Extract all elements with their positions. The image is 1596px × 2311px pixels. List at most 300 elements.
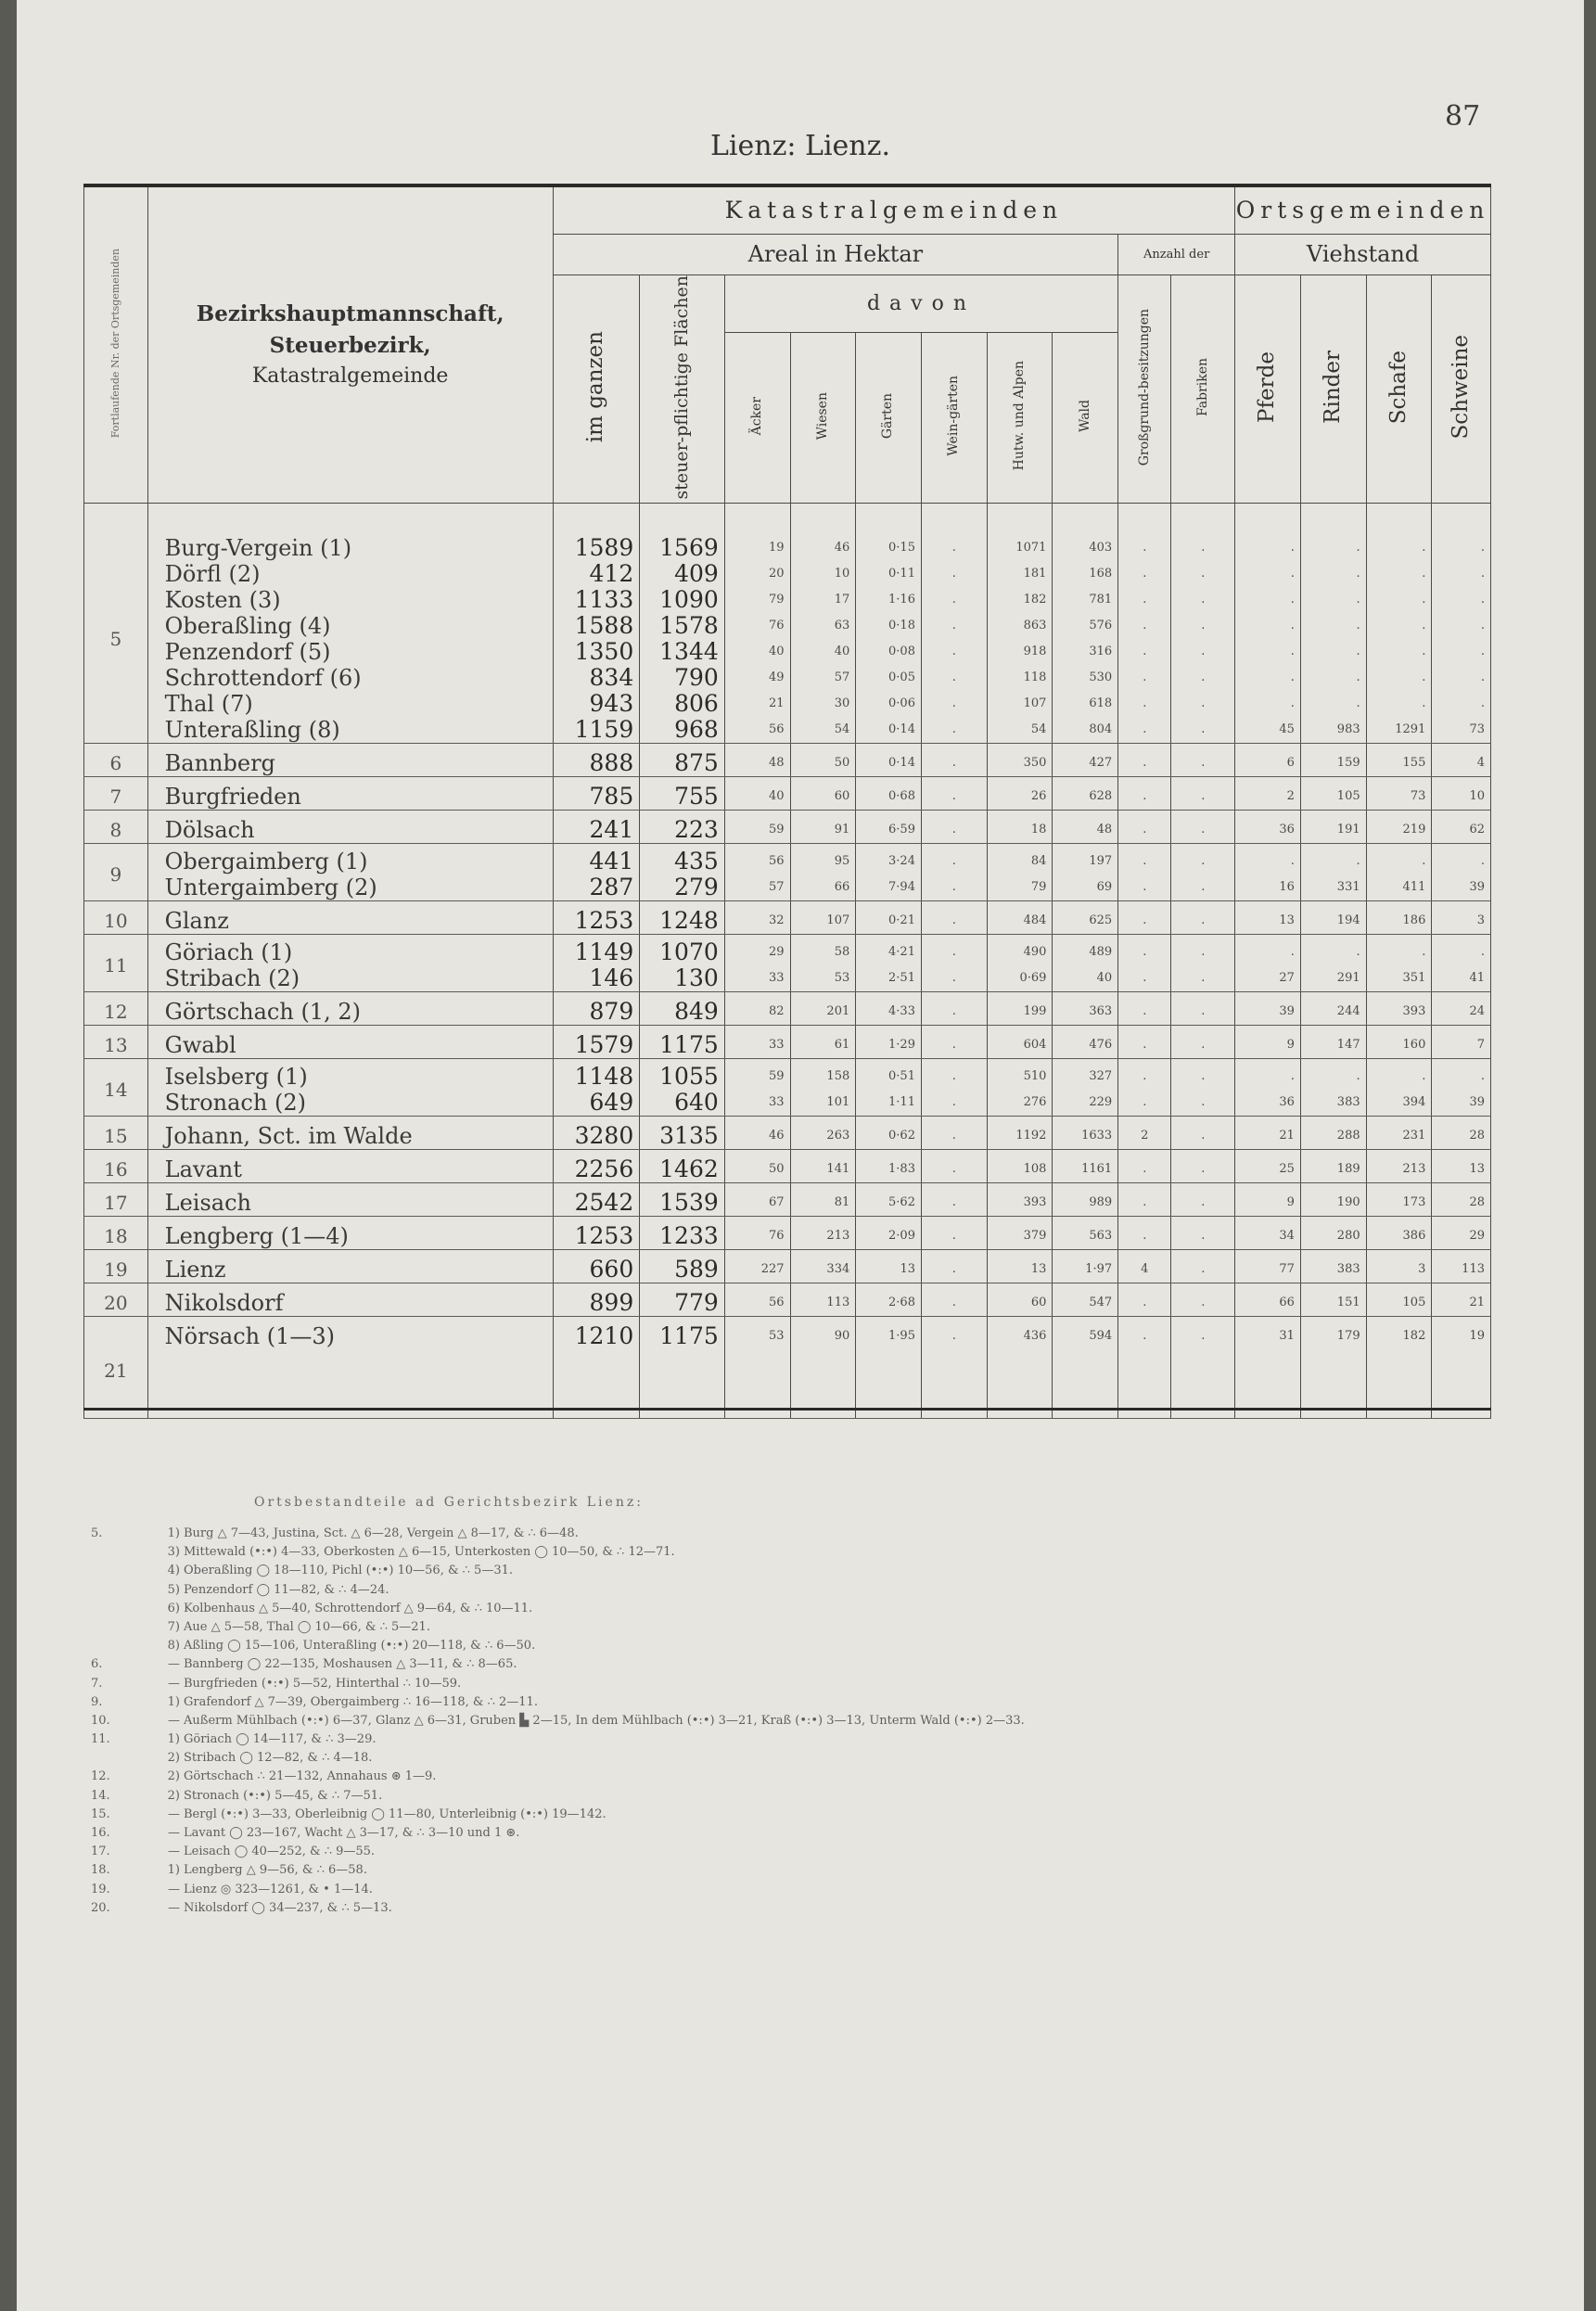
cell-value: 26 [1030, 789, 1047, 804]
ort-text: Lengberg △ 9—56, & ∴ 6—58. [184, 1863, 367, 1878]
cell-value: . [1480, 567, 1485, 581]
cell-value: 113 [1462, 1262, 1485, 1277]
schafe-cell [1366, 811, 1432, 844]
cell-value: 1·29 [888, 1038, 915, 1053]
cell-value: 1578 [659, 612, 719, 640]
cell-value: . [1201, 1195, 1206, 1210]
schweine-cell [1432, 901, 1491, 935]
cell-value: . [1201, 913, 1206, 928]
cell-value: . [951, 645, 956, 659]
cell-value: 57 [768, 880, 785, 895]
ort-text: Lienz ◎ 323—1261, & • 1—14. [184, 1882, 373, 1896]
cell-value: 158 [826, 1069, 850, 1084]
cell-value: 1133 [574, 586, 634, 614]
cell-value: 1253 [574, 1222, 634, 1250]
cell-value: 879 [589, 998, 634, 1026]
ort-number: 18. [91, 1863, 110, 1878]
schafe-cell [1366, 1150, 1432, 1183]
cell-value: . [1290, 567, 1295, 581]
ortsbestandteil-line [91, 1730, 1482, 1749]
gemeinde-name: Gwabl [164, 1032, 236, 1059]
ort-number [91, 1618, 156, 1637]
fabriken-cell [1171, 1026, 1235, 1059]
rinder-cell [1300, 1059, 1366, 1117]
gemeinde-name-cell [147, 1217, 553, 1250]
pferde-cell [1235, 1150, 1301, 1183]
schafe-cell [1366, 1317, 1432, 1419]
weingaerten-cell [921, 1283, 987, 1317]
rinder-header: Rinder [1300, 275, 1366, 504]
cell-value: 191 [1336, 823, 1360, 837]
table-row [84, 901, 1491, 935]
cell-value: 189 [1336, 1162, 1360, 1177]
cell-value: 59 [768, 1069, 785, 1084]
cell-value: 56 [768, 722, 785, 737]
ort-text: Aßling ◯ 15—106, Unteraßling (•:•) 20—118, & ∴ 6—50. [184, 1639, 536, 1653]
grossgrund-cell [1118, 504, 1171, 744]
ort-number: 14. [91, 1788, 110, 1803]
cell-value: . [1201, 593, 1206, 607]
cell-value: . [1143, 789, 1147, 804]
cell-value: 73 [1469, 722, 1485, 737]
gaerten-header: Gärten [856, 333, 922, 504]
ort-text: Kolbenhaus △ 5—40, Schrottendorf △ 9—64, & ∴ 10—11. [184, 1601, 533, 1615]
wald-cell [1053, 1317, 1118, 1419]
rinder-cell [1300, 1250, 1366, 1283]
cell-value: 1161 [1081, 1162, 1113, 1177]
wiesen-cell [790, 1250, 856, 1283]
cell-value: 0·18 [888, 619, 915, 633]
cell-value: 288 [1336, 1129, 1360, 1143]
rinder-cell [1300, 901, 1366, 935]
ort-text: Burgfrieden (•:•) 5—52, Hinterthal ∴ 10—59. [184, 1676, 462, 1691]
cell-value: 0·14 [888, 722, 915, 737]
cell-value: 101 [826, 1095, 850, 1110]
ort-number: 16. [91, 1826, 110, 1840]
pferde-cell [1235, 901, 1301, 935]
wiesen-cell [790, 504, 856, 744]
cell-value: 279 [674, 874, 719, 901]
ort-number [91, 1543, 156, 1562]
ortsbestandteil-line [91, 1861, 1482, 1880]
schweine-cell [1432, 1183, 1491, 1217]
cell-value: 29 [1469, 1229, 1485, 1244]
gemeinde-name: Nörsach (1—3) [164, 1323, 335, 1350]
im-ganzen-header: im ganzen [553, 275, 640, 504]
rinder-cell [1300, 844, 1366, 901]
cell-value: 484 [1023, 913, 1047, 928]
rinder-cell [1300, 777, 1366, 811]
table-row [84, 1150, 1491, 1183]
steuerpflichtig-cell [640, 1217, 725, 1250]
cell-value: 146 [589, 964, 634, 992]
grossgrund-header: Großgrund-besitzungen [1118, 275, 1171, 504]
weingaerten-cell [921, 1059, 987, 1117]
cell-value: 190 [1336, 1195, 1360, 1210]
cell-value: . [1480, 541, 1485, 555]
ort-text: Außerm Mühlbach (•:•) 6—37, Glanz △ 6—31, Gruben ▙ 2—15, In dem Mühlbach (•:•) 3—21, Kraß (•:•) 3—13, Unterm Wald (•:•) 2—33. [184, 1713, 1025, 1728]
ort-sub-number: 2) [167, 1769, 180, 1784]
cell-value: . [1201, 1329, 1206, 1344]
schafe-cell [1366, 1026, 1432, 1059]
cell-value: 29 [768, 945, 785, 960]
rinder-cell [1300, 935, 1366, 992]
schafe-cell [1366, 777, 1432, 811]
cell-value: 394 [1402, 1095, 1426, 1110]
aecker-cell [724, 504, 790, 744]
cell-value: 0·21 [888, 913, 915, 928]
cell-value: . [1143, 1195, 1147, 1210]
cell-value: . [1201, 645, 1206, 659]
cell-value: . [1201, 1296, 1206, 1310]
schafe-cell [1366, 1183, 1432, 1217]
cell-value: 1148 [574, 1063, 634, 1091]
cell-value: 489 [1089, 945, 1113, 960]
cell-value: . [1356, 945, 1360, 960]
ortsbestandteile-title: Ortsbestandteile ad Gerichtsbezirk Lienz: [254, 1495, 644, 1510]
cell-value: 49 [768, 670, 785, 685]
cell-value: 40 [1096, 971, 1113, 986]
gemeinde-name-cell [147, 811, 553, 844]
cell-value: . [951, 1004, 956, 1019]
steuerpflichtig-cell [640, 811, 725, 844]
cell-value: 563 [1089, 1229, 1113, 1244]
cell-value: 113 [826, 1296, 850, 1310]
wiesen-cell [790, 935, 856, 992]
schafe-cell [1366, 844, 1432, 901]
cell-value: 576 [1089, 619, 1113, 633]
cell-value: . [1201, 854, 1206, 869]
ort-number [91, 1562, 156, 1580]
cell-value: 3·24 [888, 854, 915, 869]
gaerten-cell [856, 1059, 922, 1117]
schafe-cell [1366, 1250, 1432, 1283]
cell-value: 105 [1402, 1296, 1426, 1310]
cell-value: 151 [1336, 1296, 1360, 1310]
pferde-cell [1235, 844, 1301, 901]
schweine-cell [1432, 1117, 1491, 1150]
wald-cell [1053, 935, 1118, 992]
gaerten-cell [856, 935, 922, 992]
gemeinde-name: Lavant [164, 1156, 242, 1183]
fabriken-cell [1171, 935, 1235, 992]
im-ganzen-cell [553, 811, 640, 844]
cell-value: . [951, 1162, 956, 1177]
ort-text: Bergl (•:•) 3—33, Oberleibnig ◯ 11—80, Unterleibnig (•:•) 19—142. [184, 1807, 606, 1821]
row-number: 21 [84, 1317, 148, 1419]
wiesen-cell [790, 1183, 856, 1217]
hutweiden-cell [987, 1150, 1053, 1183]
hutweiden-cell [987, 1183, 1053, 1217]
wiesen-cell [790, 901, 856, 935]
aecker-cell [724, 777, 790, 811]
cell-value: . [1143, 880, 1147, 895]
cell-value: . [1290, 593, 1295, 607]
steuerpflichtig-cell [640, 504, 725, 744]
hutweiden-cell [987, 1059, 1053, 1117]
ort-sub-number: — [168, 1845, 180, 1859]
cell-value: 436 [1023, 1329, 1047, 1344]
cell-value: 1569 [659, 534, 719, 562]
cell-value: 327 [1089, 1069, 1113, 1084]
hutweiden-cell [987, 901, 1053, 935]
im-ganzen-cell [553, 744, 640, 777]
cell-value: . [1422, 541, 1426, 555]
cell-value: 625 [1089, 913, 1113, 928]
cell-value: . [1201, 670, 1206, 685]
ort-number: 5. [91, 1526, 103, 1540]
gemeinde-name: Penzendorf (5) [164, 639, 331, 666]
steuerpflichtig-cell [640, 1317, 725, 1419]
im-ganzen-cell [553, 777, 640, 811]
cell-value: 58 [834, 945, 850, 960]
gemeinde-name-cell [147, 1150, 553, 1183]
rinder-cell [1300, 1183, 1366, 1217]
cell-value: . [951, 1129, 956, 1143]
cell-value: 0·11 [888, 567, 915, 581]
wiesen-cell [790, 844, 856, 901]
ort-number: 6. [91, 1657, 103, 1672]
row-number: 11 [84, 935, 148, 992]
cell-value: 32 [768, 913, 785, 928]
cell-value: . [1143, 823, 1147, 837]
gemeinde-name-cell [147, 1117, 553, 1150]
ortsbestandteil-line [91, 1637, 1482, 1655]
cell-value: 90 [834, 1329, 850, 1344]
schafe-cell [1366, 1117, 1432, 1150]
pferde-cell [1235, 777, 1301, 811]
grossgrund-cell [1118, 1117, 1171, 1150]
ort-sub-number: 6) [167, 1601, 180, 1615]
cell-value: 34 [1279, 1229, 1295, 1244]
gemeinde-name: Glanz [164, 908, 229, 935]
table-row [84, 811, 1491, 844]
gemeinde-name: Schrottendorf (6) [164, 665, 362, 692]
cell-value: 6·59 [888, 823, 915, 837]
pferde-cell [1235, 1183, 1301, 1217]
ortsbestandteil-line [91, 1712, 1482, 1730]
ortsbestandteil-line [91, 1768, 1482, 1786]
im-ganzen-cell [553, 1150, 640, 1183]
cell-value: 76 [768, 619, 785, 633]
cell-value: 168 [1089, 567, 1113, 581]
cell-value: . [1480, 1069, 1485, 1084]
cell-value: 1210 [574, 1322, 634, 1350]
wald-cell [1053, 1117, 1118, 1150]
cell-value: . [951, 541, 956, 555]
schweine-cell [1432, 777, 1491, 811]
cell-value: 660 [589, 1256, 634, 1283]
cell-value: . [951, 1069, 956, 1084]
cell-value: . [1143, 945, 1147, 960]
cell-value: 649 [589, 1089, 634, 1117]
rinder-cell [1300, 1117, 1366, 1150]
hutweiden-cell [987, 1026, 1053, 1059]
cell-value: 2·51 [888, 971, 915, 986]
cell-value: 287 [589, 874, 634, 901]
cell-value: . [951, 670, 956, 685]
cell-value: 81 [834, 1195, 850, 1210]
ortsbestandteil-line [91, 1675, 1482, 1693]
cell-value: 181 [1023, 567, 1047, 581]
cell-value: . [1290, 945, 1295, 960]
gemeinde-name: Dölsach [164, 817, 255, 844]
cell-value: . [1201, 1038, 1206, 1053]
table-row [84, 1283, 1491, 1317]
cell-value: 411 [1402, 880, 1426, 895]
cell-value: 50 [834, 756, 850, 771]
fabriken-cell [1171, 1059, 1235, 1117]
cell-value: . [1422, 696, 1426, 711]
weingaerten-cell [921, 844, 987, 901]
table-row [84, 1250, 1491, 1283]
rinder-cell [1300, 1283, 1366, 1317]
aecker-header: Äcker [724, 333, 790, 504]
cell-value: 5·62 [888, 1195, 915, 1210]
hutweiden-cell [987, 992, 1053, 1026]
ort-number: 19. [91, 1882, 110, 1896]
grossgrund-cell [1118, 1150, 1171, 1183]
cell-value: 412 [589, 560, 634, 588]
schweine-cell [1432, 811, 1491, 844]
cell-value: 40 [834, 645, 850, 659]
wiesen-cell [790, 777, 856, 811]
cell-value: 834 [589, 664, 634, 692]
cell-value: 244 [1336, 1004, 1360, 1019]
row-number: 18 [84, 1217, 148, 1250]
cell-value: . [951, 1262, 956, 1277]
cell-value: 1071 [1015, 541, 1047, 555]
schafe-cell [1366, 935, 1432, 992]
gaerten-cell [856, 992, 922, 1026]
cell-value: 781 [1089, 593, 1113, 607]
cell-value: 33 [768, 1095, 785, 1110]
ort-text: Grafendorf △ 7—39, Obergaimberg ∴ 16—118, & ∴ 2—11. [184, 1694, 538, 1709]
grossgrund-cell [1118, 1059, 1171, 1117]
cell-value: 107 [1023, 696, 1047, 711]
cell-value: 1253 [574, 907, 634, 935]
im-ganzen-cell [553, 992, 640, 1026]
fabriken-cell [1171, 1150, 1235, 1183]
ort-sub-number: 7) [167, 1619, 180, 1634]
cell-value: . [951, 971, 956, 986]
cell-value: 155 [1402, 756, 1426, 771]
cell-value: 21 [1469, 1296, 1485, 1310]
bezirk-header: Bezirkshauptmannschaft, Steuerbezirk, Katastralgemeinde [147, 185, 553, 504]
ortsbestandteil-line [91, 1899, 1482, 1918]
ort-number [91, 1749, 156, 1768]
row-number: 19 [84, 1250, 148, 1283]
rinder-cell [1300, 744, 1366, 777]
schweine-cell [1432, 1283, 1491, 1317]
im-ganzen-cell [553, 1026, 640, 1059]
cell-value: 291 [1336, 971, 1360, 986]
wald-cell [1053, 1059, 1118, 1117]
gaerten-cell [856, 504, 922, 744]
cell-value: 1291 [1395, 722, 1426, 737]
cell-value: 918 [1023, 645, 1047, 659]
wald-cell [1053, 1283, 1118, 1317]
cell-value: 63 [834, 619, 850, 633]
table-row [84, 1059, 1491, 1117]
cell-value: 39 [1469, 880, 1485, 895]
gemeinde-name-cell [147, 935, 553, 992]
cell-value: 989 [1089, 1195, 1113, 1210]
cell-value: . [951, 593, 956, 607]
gemeinde-name: Dörfl (2) [164, 561, 261, 588]
schweine-cell [1432, 1150, 1491, 1183]
cell-value: 0·05 [888, 670, 915, 685]
cell-value: . [1356, 541, 1360, 555]
im-ganzen-cell [553, 1117, 640, 1150]
cell-value: 1175 [659, 1322, 719, 1350]
cell-value: 1462 [659, 1156, 719, 1183]
im-ganzen-cell [553, 901, 640, 935]
cell-value: 779 [674, 1289, 719, 1317]
cell-value: 69 [1096, 880, 1113, 895]
im-ganzen-cell [553, 935, 640, 992]
cell-value: . [1143, 1069, 1147, 1084]
cell-value: 476 [1089, 1038, 1113, 1053]
gaerten-cell [856, 1117, 922, 1150]
cell-value: 0·08 [888, 645, 915, 659]
wald-cell [1053, 811, 1118, 844]
ort-sub-number: 2) [167, 1751, 180, 1766]
cell-value: . [951, 945, 956, 960]
ort-text: Aue △ 5—58, Thal ◯ 10—66, & ∴ 5—21. [184, 1619, 430, 1634]
pferde-cell [1235, 744, 1301, 777]
ort-sub-number: 4) [167, 1564, 180, 1578]
gemeinde-name-cell [147, 1026, 553, 1059]
hutweiden-cell [987, 504, 1053, 744]
statistics-table [83, 184, 1491, 1419]
ort-text: Oberaßling ◯ 18—110, Pichl (•:•) 10—56, & ∴ 5—31. [184, 1564, 514, 1578]
cell-value: 4·21 [888, 945, 915, 960]
wiesen-cell [790, 811, 856, 844]
ort-sub-number: — [168, 1676, 180, 1691]
gemeinde-name: Nikolsdorf [164, 1290, 284, 1317]
cell-value: 2·68 [888, 1296, 915, 1310]
gemeinde-name-cell [147, 777, 553, 811]
ort-sub-number: — [168, 1882, 180, 1896]
cell-value: 105 [1336, 789, 1360, 804]
cell-value: 383 [1336, 1262, 1360, 1277]
cell-value: 7 [1476, 1038, 1485, 1053]
cell-value: 19 [768, 541, 785, 555]
cell-value: 33 [768, 971, 785, 986]
cell-value: . [1356, 645, 1360, 659]
gemeinde-name-cell [147, 1317, 553, 1419]
wald-cell [1053, 901, 1118, 935]
cell-value: 54 [1030, 722, 1047, 737]
gemeinde-name-cell [147, 1059, 553, 1117]
cell-value: 56 [768, 1296, 785, 1310]
cell-value: 1233 [659, 1222, 719, 1250]
cell-value: . [1201, 541, 1206, 555]
cell-value: . [1422, 593, 1426, 607]
aecker-cell [724, 1150, 790, 1183]
pferde-cell [1235, 811, 1301, 844]
pferde-cell [1235, 1026, 1301, 1059]
gaerten-cell [856, 1283, 922, 1317]
gemeinde-name: Lengberg (1—4) [164, 1223, 349, 1250]
cell-value: . [1356, 593, 1360, 607]
cell-value: 806 [674, 690, 719, 718]
grossgrund-cell [1118, 1317, 1171, 1419]
table-row [84, 1026, 1491, 1059]
cell-value: 2256 [574, 1156, 634, 1183]
schafe-cell [1366, 1217, 1432, 1250]
